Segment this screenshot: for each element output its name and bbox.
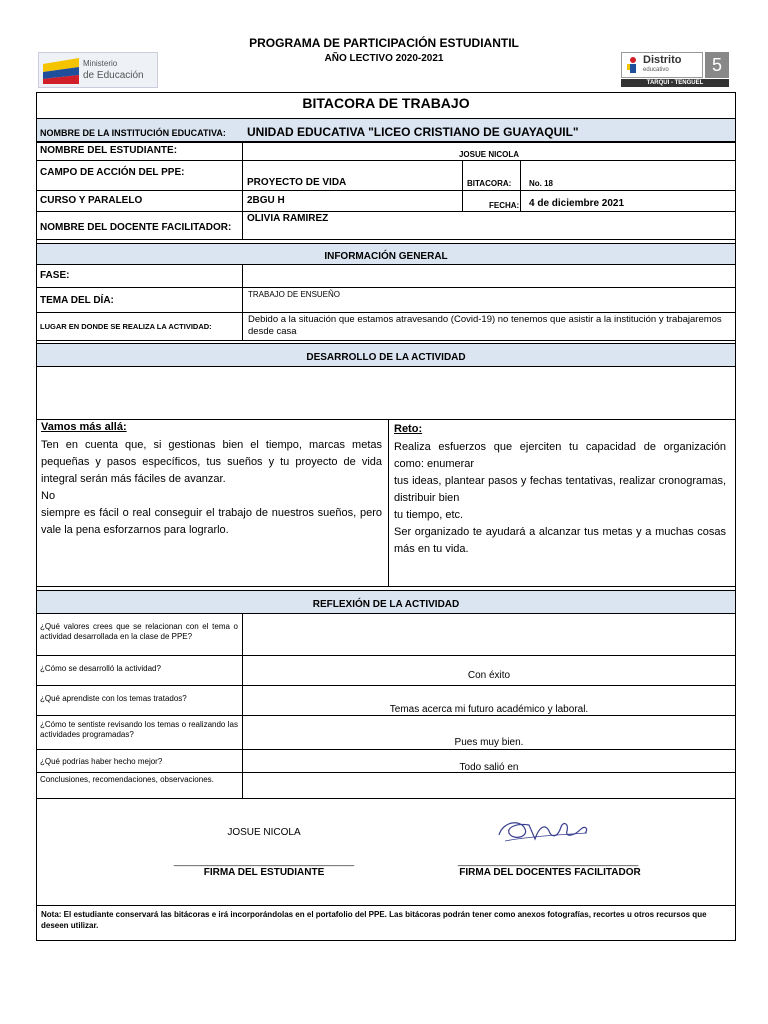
challenge-title: Reto: <box>394 423 423 435</box>
question-4: ¿Cómo te sentiste revisando los temas o realizando las actividades programadas? <box>40 720 238 739</box>
district-logo <box>621 52 729 86</box>
form-title: BITACORA DE TRABAJO <box>302 95 470 111</box>
field-value: PROYECTO DE VIDA <box>247 177 347 188</box>
institution-value: UNIDAD EDUCATIVA "LICEO CRISTIANO DE GUAYAQUIL" <box>247 125 579 139</box>
bitacora-value: No. 18 <box>529 179 554 188</box>
district-number: 5 <box>705 52 729 78</box>
institution-label: NOMBRE DE LA INSTITUCIÓN EDUCATIVA: <box>40 128 226 138</box>
school-year: AÑO LECTIVO 2020-2021 <box>324 53 444 64</box>
place-value: Debido a la situación que estamos atravesando (Covid-19) no tenemos que asistir a la institución y trabajaremos desde casa <box>248 314 722 337</box>
question-2: ¿Cómo se desarrolló la actividad? <box>40 664 161 673</box>
topic-label: TEMA DEL DÍA: <box>40 295 114 306</box>
answer-4: Pues muy bien. <box>454 737 524 748</box>
bitacora-label: BITACORA: <box>467 179 512 188</box>
ministry-logo <box>38 52 158 88</box>
teacher-signature-label: FIRMA DEL DOCENTES FACILITADOR <box>459 867 641 878</box>
answer-3: Temas acerca mi futuro académico y laboral. <box>389 704 589 715</box>
course-label: CURSO Y PARALELO <box>40 195 143 206</box>
district-person-icon <box>625 56 641 74</box>
beyond-text-3: siempre es fácil o real conseguir el trabajo de nuestros sueños, pero vale la pena esforzarnos para lograrlo. <box>41 507 382 536</box>
footer-note: Nota: El estudiante conservará las bitácoras e irá incorporándolas en el portafolio del PPE. Las bitácoras podrán tener como anexos fotografías, recortes u otros recursos que deseen utilizar. <box>41 910 707 930</box>
student-value: JOSUE NICOLA <box>458 150 519 159</box>
student-label: NOMBRE DEL ESTUDIANTE: <box>40 145 178 156</box>
beyond-text-2: No <box>41 490 56 502</box>
student-signature-line: ____________________________________ <box>173 856 355 866</box>
topic-value: TRABAJO DE ENSUEÑO <box>248 290 341 299</box>
field-label: CAMPO DE ACCIÓN DEL PPE: <box>40 167 185 178</box>
question-3: ¿Qué aprendiste con los temas tratados? <box>40 694 187 703</box>
challenge-text-3: tu tiempo, etc. <box>394 509 464 521</box>
challenge-text-4: Ser organizado te ayudará a alcanzar tus metas y a muchas cosas más en tu vida. <box>394 526 726 555</box>
question-6: Conclusiones, recomendaciones, observaciones. <box>40 775 214 784</box>
district-area: TARQUI - TENGUEL <box>621 79 729 87</box>
teacher-label: NOMBRE DEL DOCENTE FACILITADOR: <box>40 222 232 233</box>
question-5: ¿Qué podrías haber hecho mejor? <box>40 757 163 766</box>
student-signature-name: JOSUE NICOLA <box>227 827 301 838</box>
answer-2: Con éxito <box>467 670 511 681</box>
ministry-line2: de Educación <box>83 70 144 81</box>
student-signature-label: FIRMA DEL ESTUDIANTE <box>203 867 325 878</box>
teacher-signature-image <box>495 815 595 847</box>
general-heading: INFORMACIÓN GENERAL <box>324 251 448 262</box>
question-1: ¿Qué valores crees que se relacionan con el tema o actividad desarrollada en la clase de PPE? <box>40 622 238 641</box>
development-heading: DESARROLLO DE LA ACTIVIDAD <box>306 352 466 363</box>
date-label: FECHA: <box>489 201 520 210</box>
teacher-value: OLIVIA RAMIREZ <box>247 213 329 224</box>
ministry-line1: Ministerio <box>83 59 118 68</box>
date-value: 4 de diciembre 2021 <box>529 198 625 209</box>
development-blank <box>36 366 736 420</box>
district-name: Distrito <box>643 54 682 66</box>
program-title: PROGRAMA DE PARTICIPACIÓN ESTUDIANTIL <box>249 36 519 50</box>
phase-label: FASE: <box>40 270 70 281</box>
challenge-text-2: tus ideas, plantear pasos y fechas tentativas, realizar cronogramas, distribuir bien <box>394 475 726 504</box>
district-sub: educativo <box>643 67 669 73</box>
challenge-text-1: Realiza esfuerzos que ejerciten tu capacidad de organización como: enumerar <box>394 441 726 470</box>
beyond-title: Vamos más allá: <box>41 421 127 433</box>
reflection-heading: REFLEXIÓN DE LA ACTIVIDAD <box>312 599 460 610</box>
flag-icon <box>43 58 79 84</box>
course-value: 2BGU H <box>247 195 285 206</box>
teacher-signature-line: ____________________________________ <box>457 856 639 866</box>
place-label: LUGAR EN DONDE SE REALIZA LA ACTIVIDAD: <box>40 322 212 331</box>
beyond-text: Ten en cuenta que, si gestionas bien el tiempo, marcas metas pequeñas y pasos específicos, tus sueños y tu proyecto de vida integral serán más fáciles de avanzar. <box>41 439 382 485</box>
answer-5: Todo salió en <box>459 762 519 773</box>
